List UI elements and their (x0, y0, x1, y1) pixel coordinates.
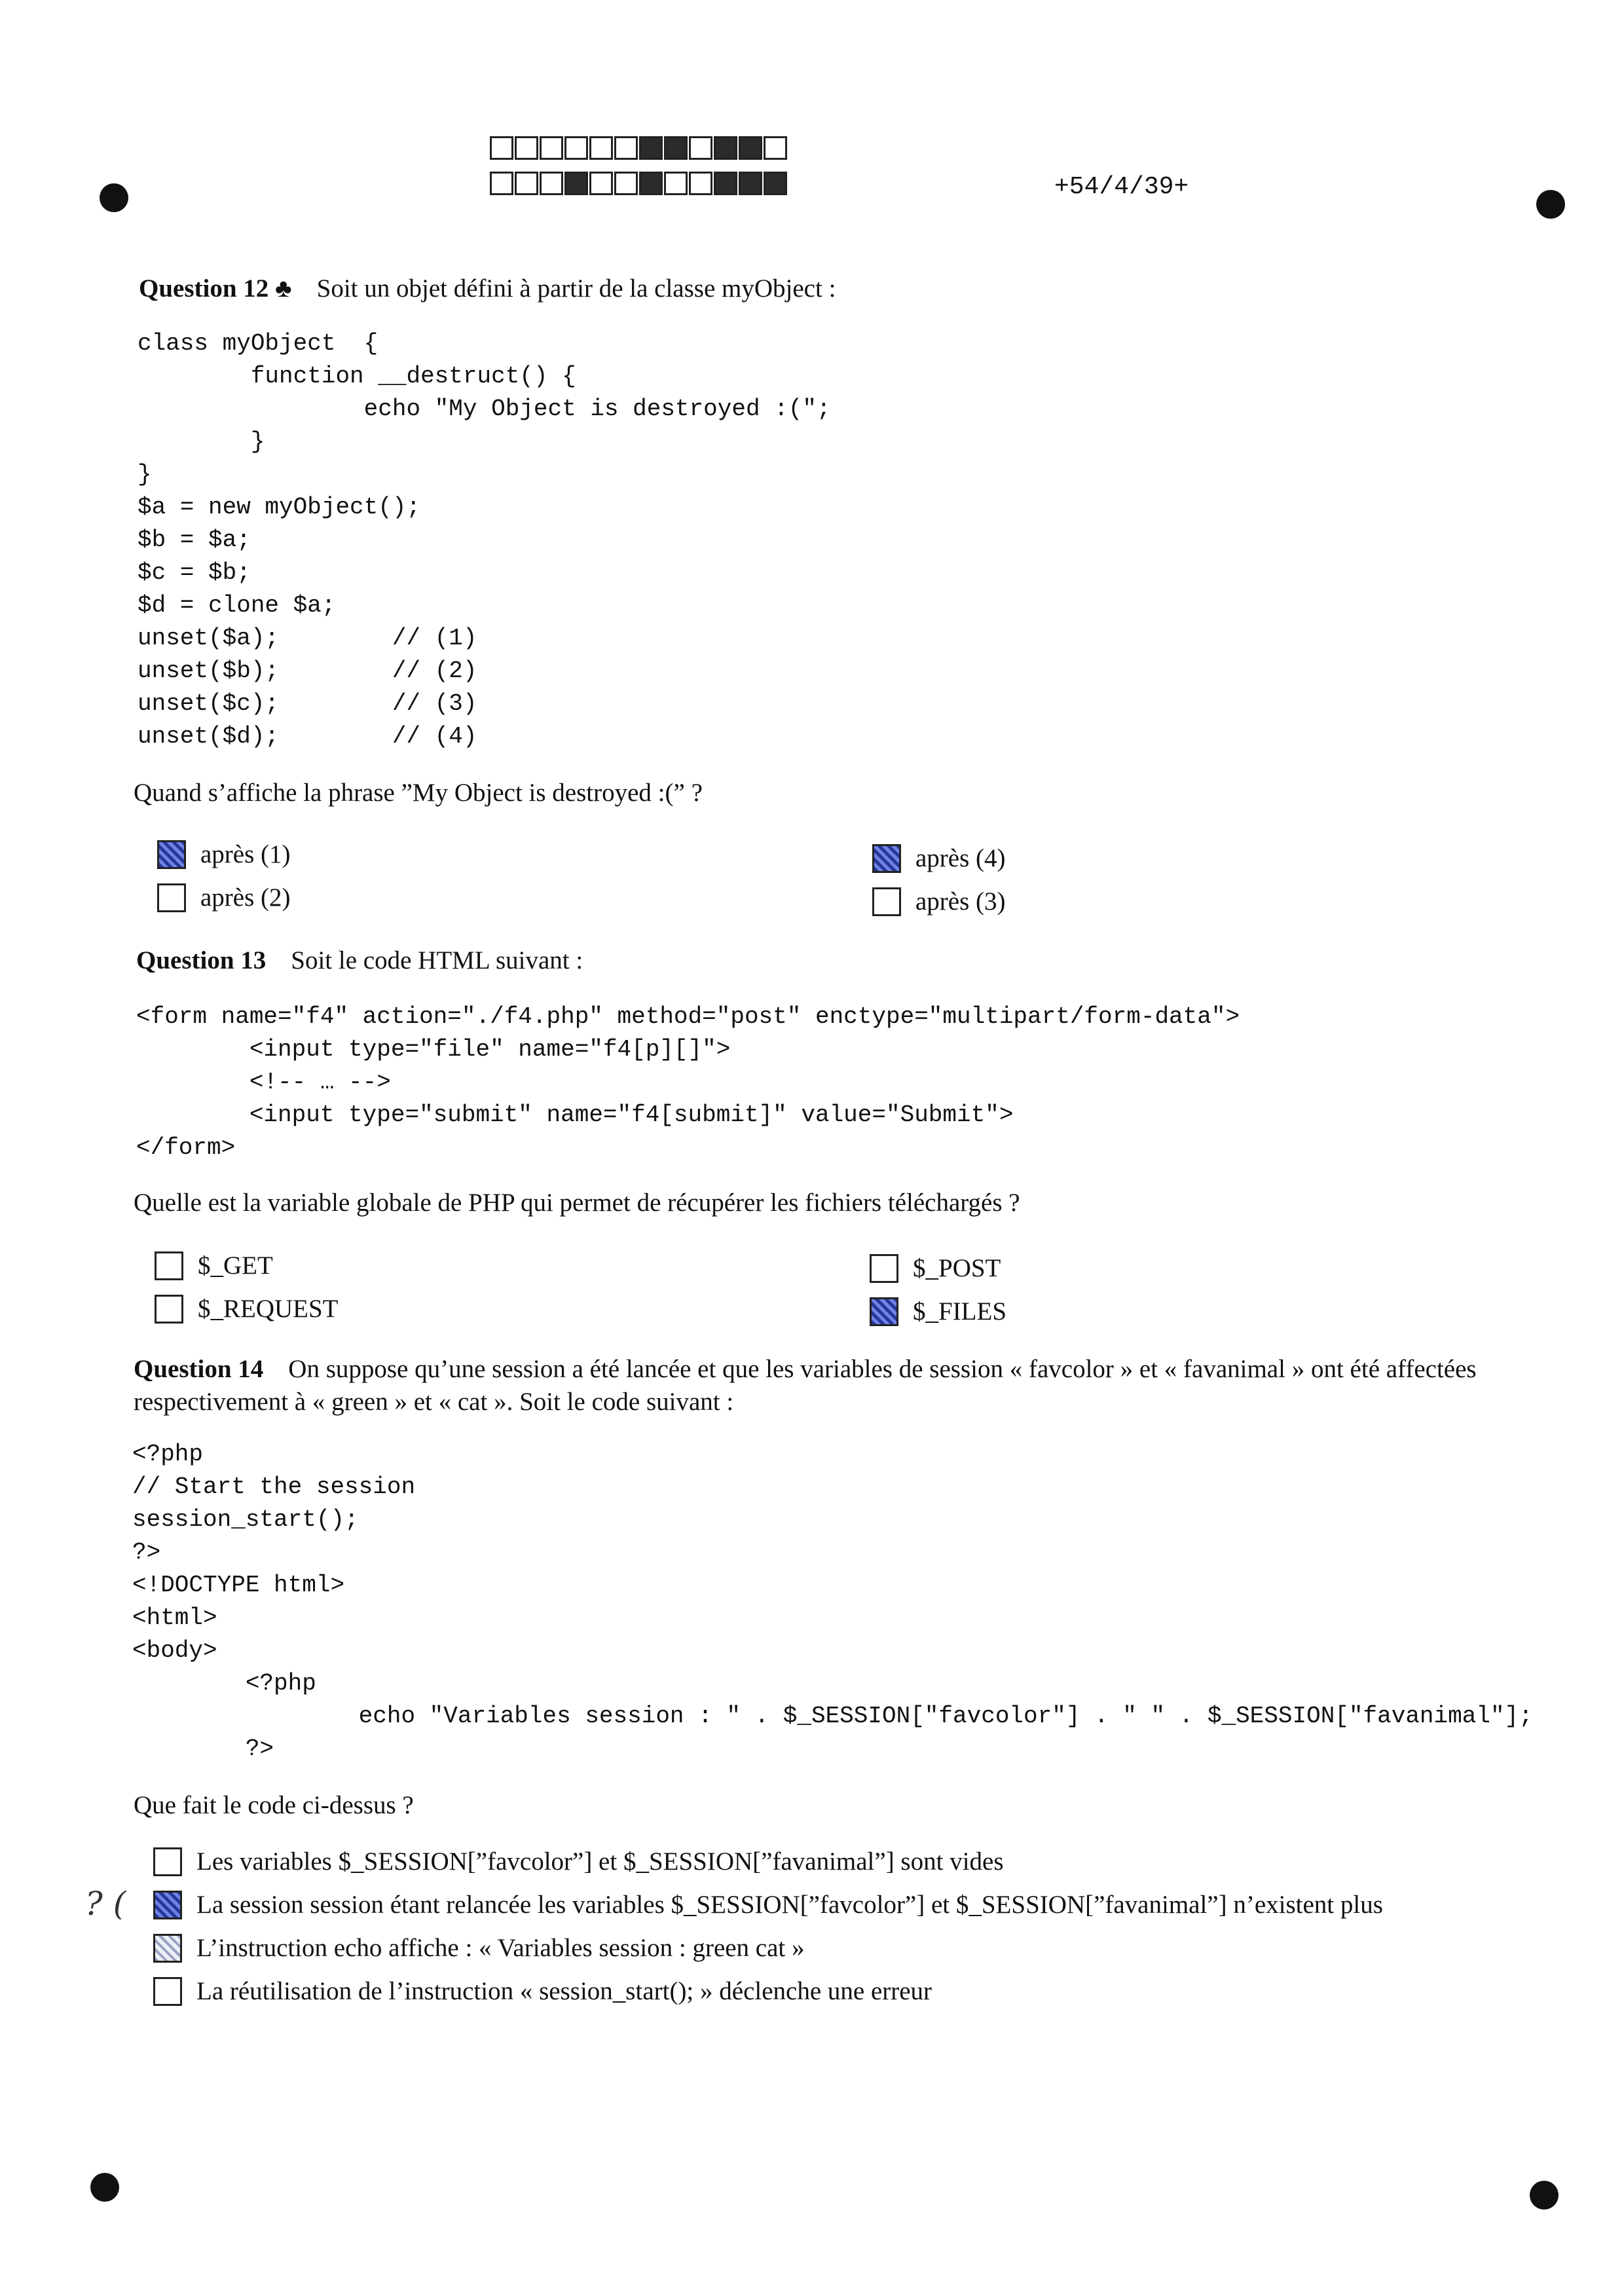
q14-option-3-checkbox[interactable] (153, 1934, 182, 1963)
question-14-header (134, 1353, 1541, 1418)
question-14-text: On suppose qu’une session a été lancée et que les variables de session « favcolor » et « favanimal » ont été affectées respectivement à « green » et « cat ». Soit le code suivant : (134, 1355, 1477, 1416)
q14-option-4[interactable] (153, 1976, 932, 2006)
question-13-prompt: Quelle est la variable globale de PHP qui permet de récupérer les fichiers téléchargés ? (134, 1189, 1020, 1217)
q14-option-1-label: Les variables $_SESSION[”favcolor”] et $_SESSION[”favanimal”] sont vides (196, 1847, 1004, 1876)
barcode-cell (664, 136, 688, 160)
barcode-cell (764, 172, 787, 195)
barcode-cell (515, 172, 538, 195)
barcode-cell (614, 136, 638, 160)
q13-option-1-checkbox[interactable] (155, 1251, 183, 1280)
barcode-cell (540, 136, 563, 160)
q13-option-1-label: $_GET (198, 1251, 273, 1280)
q13-option-2[interactable] (155, 1294, 339, 1324)
q14-option-2[interactable] (153, 1890, 1383, 1919)
barcode-cell (664, 172, 688, 195)
barcode-cell (739, 172, 762, 195)
barcode-cell (589, 136, 613, 160)
barcode-cell (515, 136, 538, 160)
q12-option-2-label: après (2) (200, 883, 291, 912)
question-14-label: Question 14 (134, 1355, 264, 1383)
q13-option-3-checkbox[interactable] (870, 1254, 898, 1283)
barcode-row-2 (490, 172, 788, 195)
q14-option-1-checkbox[interactable] (153, 1847, 182, 1876)
q12-option-4-checkbox[interactable] (872, 887, 901, 916)
q14-option-3-label: L’instruction echo affiche : « Variables session : green cat » (196, 1934, 805, 1962)
q12-option-1-checkbox[interactable] (157, 840, 186, 869)
barcode-cell (540, 172, 563, 195)
barcode-cell (714, 136, 737, 160)
barcode-cell (564, 136, 588, 160)
q12-option-2-checkbox[interactable] (157, 883, 186, 912)
registration-mark-top-right (1536, 190, 1565, 219)
barcode-cell (614, 172, 638, 195)
barcode-cell (689, 172, 712, 195)
q12-option-2[interactable] (157, 883, 291, 912)
registration-mark-top-left (100, 183, 128, 212)
question-14-code: <?php // Start the session session_start(); ?> <!DOCTYPE html> <html> <body> <?php echo "Variables session : " . $_SESSION["favcolor"] . " " . $_SESSION["favanimal"]; ?> (132, 1441, 1533, 1762)
q14-option-2-checkbox[interactable] (153, 1891, 182, 1919)
question-12-label: Question 12 ♣ (139, 274, 292, 303)
q13-option-4[interactable] (870, 1297, 1006, 1326)
handwritten-margin-mark: ? ( (85, 1885, 126, 1923)
barcode-cell (714, 172, 737, 195)
q12-option-4-label: après (3) (915, 887, 1006, 916)
q12-option-3[interactable] (872, 843, 1006, 873)
barcode-cell (689, 136, 712, 160)
question-13-label: Question 13 (136, 946, 267, 974)
q13-option-4-checkbox[interactable] (870, 1297, 898, 1326)
question-14-prompt: Que fait le code ci-dessus ? (134, 1791, 414, 1819)
question-13-code: <form name="f4" action="./f4.php" method="post" enctype="multipart/form-data"> <input type="file" name="f4[p][]"> <!-- … --> <input type="submit" name="f4[submit]" value="Submit"> </form> (136, 1003, 1240, 1161)
q13-option-1[interactable] (155, 1251, 273, 1280)
question-12-code: class myObject { function __destruct() { echo "My Object is destroyed :("; } } $a = new myObject(); $b = $a; $c = $b; $d = clone $a; unset($a); // (1) unset($b); // (2) unset($c); // (3) unset($d); // (4) (138, 330, 831, 750)
question-12-prompt: Quand s’affiche la phrase ”My Object is destroyed :(” ? (134, 779, 703, 807)
barcode-cell (639, 136, 663, 160)
question-12-header (139, 274, 836, 303)
barcode-cell (764, 136, 787, 160)
page-id: +54/4/39+ (1054, 173, 1189, 201)
q13-option-2-label: $_REQUEST (198, 1295, 339, 1323)
question-13-header (136, 946, 583, 975)
q12-option-1-label: après (1) (200, 840, 291, 868)
q13-option-3-label: $_POST (913, 1254, 1001, 1282)
barcode-cell (490, 172, 513, 195)
q12-option-1[interactable] (157, 840, 291, 869)
q14-option-3[interactable] (153, 1933, 805, 1963)
q13-option-2-checkbox[interactable] (155, 1295, 183, 1324)
q13-option-3[interactable] (870, 1253, 1001, 1283)
question-12-text: Soit un objet défini à partir de la classe myObject : (316, 274, 836, 303)
barcode-cell (589, 172, 613, 195)
barcode-cell (564, 172, 588, 195)
barcode-row-1 (490, 136, 788, 160)
question-13-text: Soit le code HTML suivant : (291, 946, 583, 974)
q14-option-1[interactable] (153, 1847, 1004, 1876)
q14-option-4-label: La réutilisation de l’instruction « session_start(); » déclenche une erreur (196, 1977, 932, 2005)
q12-option-4[interactable] (872, 887, 1006, 916)
registration-mark-bottom-left (90, 2173, 119, 2202)
q12-option-3-checkbox[interactable] (872, 844, 901, 873)
barcode-cell (490, 136, 513, 160)
q14-option-4-checkbox[interactable] (153, 1977, 182, 2006)
barcode-cell (639, 172, 663, 195)
q14-option-2-label: La session session étant relancée les variables $_SESSION[”favcolor”] et $_SESSION[”favanimal”] n’existent plus (196, 1891, 1383, 1919)
registration-mark-bottom-right (1530, 2181, 1559, 2210)
q12-option-3-label: après (4) (915, 844, 1006, 872)
barcode-cell (739, 136, 762, 160)
q13-option-4-label: $_FILES (913, 1297, 1007, 1325)
